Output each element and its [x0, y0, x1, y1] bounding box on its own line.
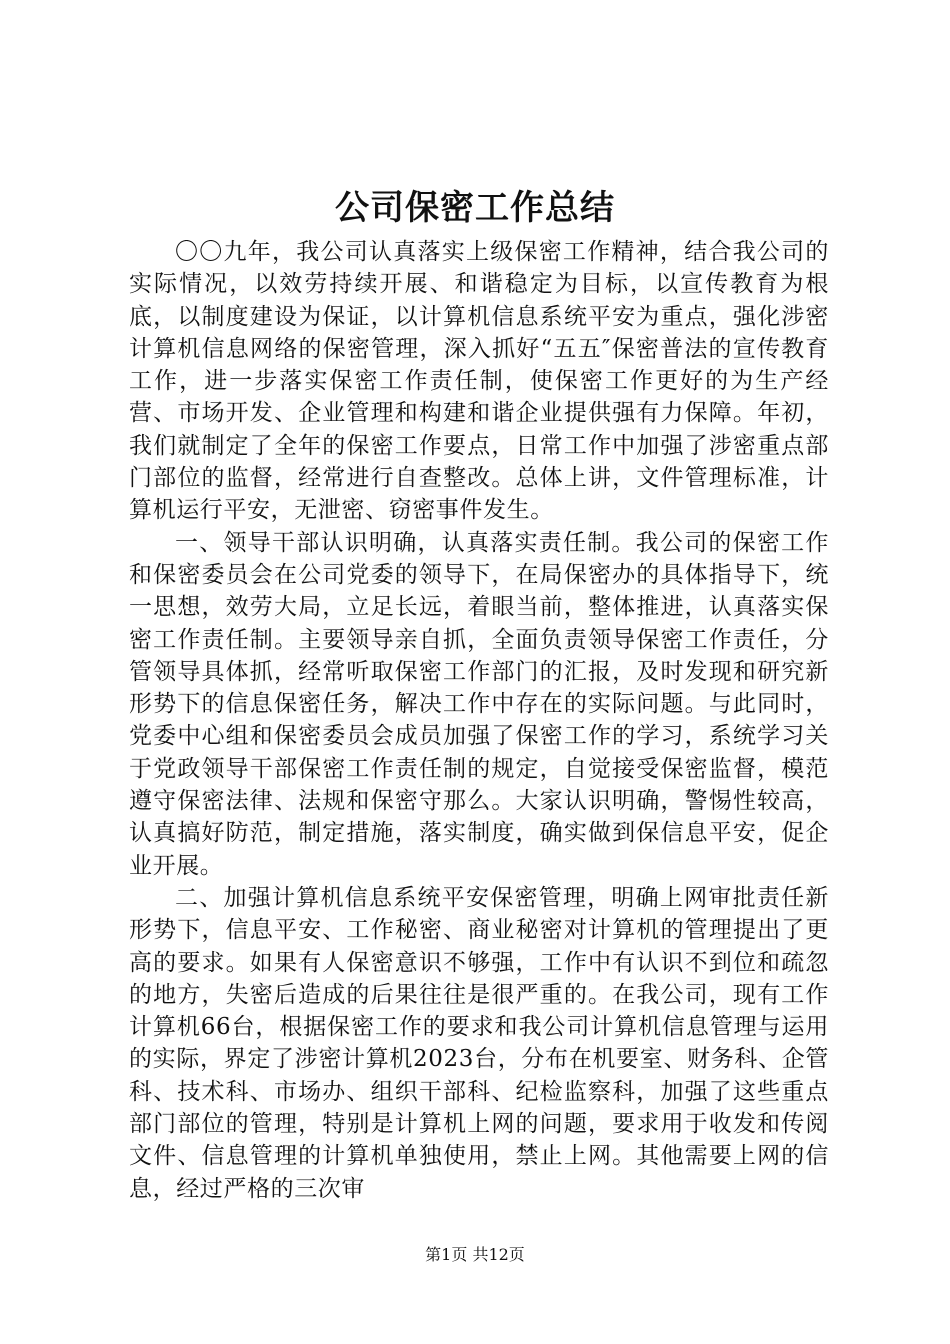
page-number-footer: 第1页 共12页	[425, 1245, 525, 1264]
paragraph-section-1: 一、领导干部认识明确，认真落实责任制。我公司的保密工作和保密委员会在公司党委的领导下，在局保密办的具体指导下，统一思想，效劳大局，立足长远，着眼当前，整体推进，认真落实保密工作责任制。主要领导亲自抓，全面负责领导保密工作责任，分管领导具体抓，经常听取保密工作部门的汇报，及时发现和研究新形势下的信息保密任务，解决工作中存在的实际问题。与此同时，党委中心组和保密委员会成员加强了保密工作的学习，系统学习关于党政领导干部保密工作责任制的规定，自觉接受保密监督，模范遵守保密法律、法规和保密守那么。大家认识明确，警惕性较高，认真搞好防范，制定措施，落实制度，确实做到保信息平安，促企业开展。	[129, 529, 829, 879]
document-body	[129, 236, 829, 1205]
document-title: 公司保密工作总结	[335, 188, 615, 228]
paragraph-section-2: 二、加强计算机信息系统平安保密管理，明确上网审批责任新形势下，信息平安、工作秘密、商业秘密对计算机的管理提出了更高的要求。如果有人保密意识不够强，工作中有认识不到位和疏忽的地方，失密后造成的后果往往是很严重的。在我公司，现有工作计算机66台，根据保密工作的要求和我公司计算机信息管理与运用的实际，界定了涉密计算机2023台，分布在机要室、财务科、企管科、技术科、市场办、组织干部科、纪检监察科，加强了这些重点部门部位的管理，特别是计算机上网的问题，要求用于收发和传阅文件、信息管理的计算机单独使用，禁止上网。其他需要上网的信息，经过严格的三次审	[129, 884, 829, 1202]
paragraph-intro: 〇〇九年，我公司认真落实上级保密工作精神，结合我公司的实际情况，以效劳持续开展、和谐稳定为目标，以宣传教育为根底，以制度建设为保证，以计算机信息系统平安为重点，强化涉密计算机信息网络的保密管理，深入抓好“五五″保密普法的宣传教育工作，进一步落实保密工作责任制，使保密工作更好的为生产经营、市场开发、企业管理和构建和谐企业提供强有力保障。年初，我们就制定了全年的保密工作要点，日常工作中加强了涉密重点部门部位的监督，经常进行自查整改。总体上讲，文件管理标准，计算机运行平安，无泄密、窃密事件发生。	[129, 239, 829, 524]
